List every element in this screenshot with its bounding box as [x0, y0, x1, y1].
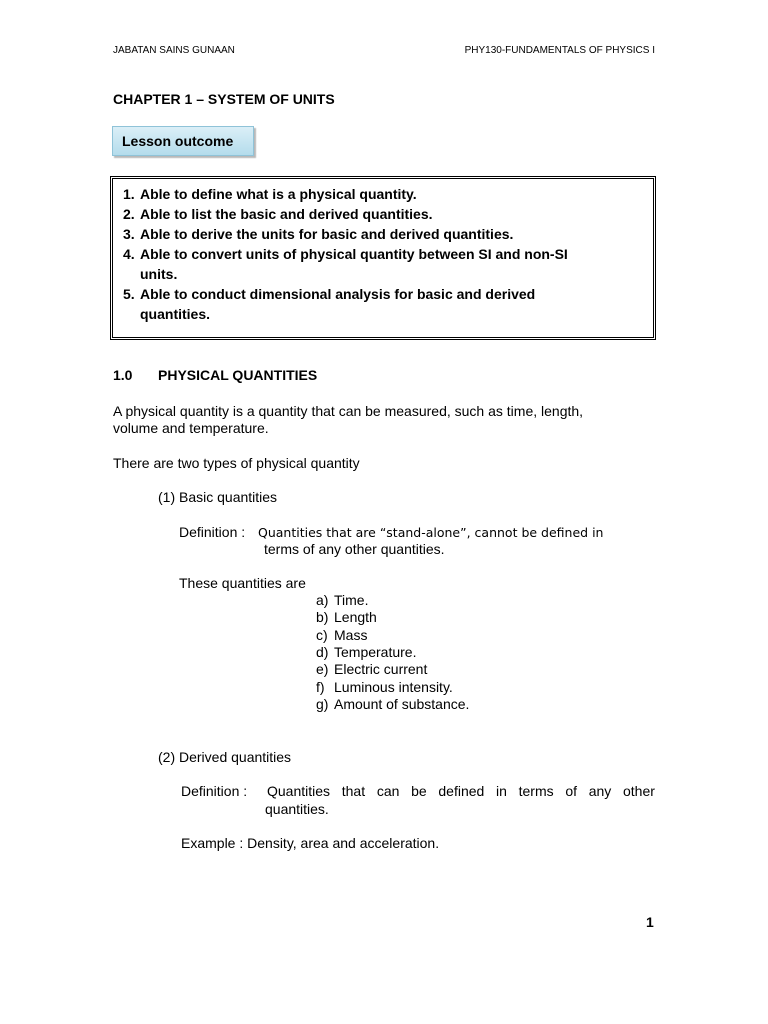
lesson-outcome-label-box — [112, 126, 254, 156]
item-label: g) — [316, 695, 329, 712]
outcome-number: 2. — [123, 206, 135, 222]
basic-quantities-heading: (1) Basic quantities — [158, 489, 278, 505]
item-text: Time. — [334, 592, 369, 608]
section-heading — [113, 367, 317, 383]
types-intro: There are two types of physical quantity — [113, 455, 360, 471]
definition-word: in — [496, 783, 507, 799]
derived-quantities-heading: (2) Derived quantities — [158, 749, 292, 765]
outcome-item-continuation — [123, 264, 177, 284]
basic-quantity-item — [316, 592, 368, 609]
outcome-item — [123, 204, 433, 224]
outcome-item — [123, 284, 535, 304]
outcome-text: units. — [140, 266, 178, 282]
basic-definition-label: Definition : — [179, 524, 246, 540]
derived-example: Example : Density, area and acceleration. — [181, 835, 440, 851]
item-text: Electric current — [334, 661, 428, 678]
item-label: a) — [316, 592, 329, 608]
item-text: Temperature. — [334, 643, 417, 660]
outcome-item — [123, 244, 568, 264]
item-label: c) — [316, 626, 328, 643]
outcome-number: 5. — [123, 286, 135, 302]
definition-word: other — [623, 783, 655, 799]
derived-definition-line-2: quantities. — [265, 801, 329, 817]
outcome-text: Able to define what is a physical quantity. — [140, 186, 417, 202]
derived-definition-line-1 — [267, 783, 655, 799]
item-label: d) — [316, 643, 329, 660]
outcome-item-continuation — [123, 304, 210, 324]
section-number: 1.0 — [113, 367, 133, 383]
definition-word: of — [565, 783, 578, 799]
basic-definition-line-2: terms of any other quantities. — [264, 541, 445, 557]
section-title: PHYSICAL QUANTITIES — [158, 367, 318, 383]
item-text: Mass — [334, 626, 368, 643]
item-label: e) — [316, 661, 329, 678]
basic-quantity-item — [316, 627, 367, 644]
definition-word: can — [376, 783, 400, 799]
outcome-number: 1. — [123, 186, 135, 202]
header-right: PHY130-FUNDAMENTALS OF PHYSICS I — [464, 45, 655, 56]
outcome-number: 4. — [123, 246, 135, 262]
basic-definition-line-1: Quantities that are “stand-alone”, cannot be defined in — [258, 525, 604, 540]
lesson-outcomes-box — [110, 176, 656, 340]
outcome-item — [123, 184, 417, 204]
basic-quantity-item — [316, 696, 469, 713]
page-number: 1 — [646, 914, 654, 930]
chapter-title: CHAPTER 1 – SYSTEM OF UNITS — [113, 91, 335, 107]
basic-quantity-item — [316, 679, 453, 696]
derived-definition-label: Definition : — [181, 783, 248, 799]
definition-word: any — [588, 783, 612, 799]
intro-line-2: volume and temperature. — [113, 420, 269, 436]
item-text: Length — [334, 609, 377, 626]
definition-word: be — [411, 783, 427, 799]
definition-word: defined — [438, 783, 485, 799]
intro-line-1: A physical quantity is a quantity that can be measured, such as time, length, — [113, 403, 584, 419]
basic-quantity-item — [316, 644, 416, 661]
outcome-text: Able to derive the units for basic and derived quantities. — [140, 226, 514, 242]
outcome-item — [123, 224, 513, 244]
outcome-text: quantities. — [140, 306, 211, 322]
item-label: f) — [316, 678, 325, 695]
item-text: Amount of substance. — [334, 695, 470, 712]
basic-quantity-item — [316, 661, 427, 678]
outcome-text: Able to list the basic and derived quantities. — [140, 206, 433, 222]
item-label: b) — [316, 609, 329, 626]
definition-word: Quantities — [267, 783, 331, 799]
outcome-text: Able to conduct dimensional analysis for basic and derived — [140, 286, 536, 302]
outcome-number: 3. — [123, 226, 135, 242]
lesson-outcome-label: Lesson outcome — [122, 133, 234, 149]
definition-word: terms — [518, 783, 554, 799]
basic-list-intro: These quantities are — [179, 575, 306, 591]
basic-quantity-item — [316, 609, 377, 626]
definition-word: that — [341, 783, 366, 799]
header-left: JABATAN SAINS GUNAAN — [113, 45, 235, 56]
outcome-text: Able to convert units of physical quantity between SI and non-SI — [140, 246, 568, 262]
item-text: Luminous intensity. — [334, 678, 453, 695]
